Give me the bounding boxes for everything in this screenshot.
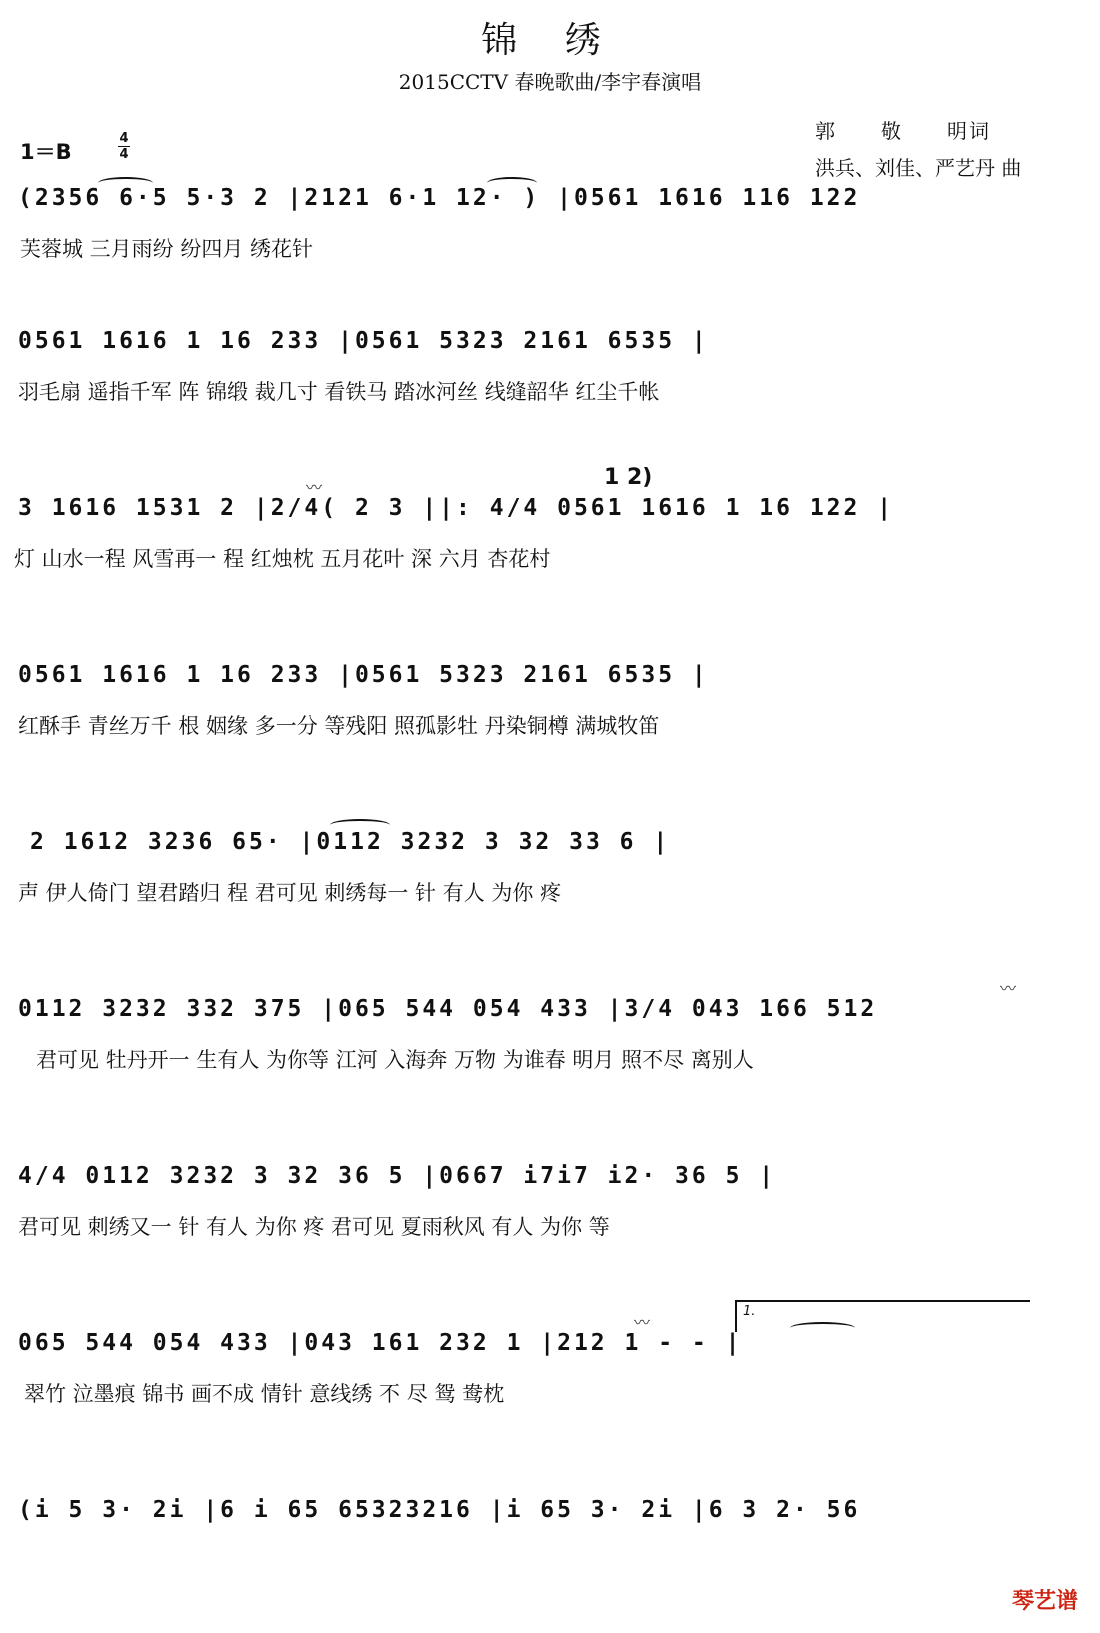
volta-label: 1. [743, 1304, 756, 1319]
row-lyrics: 翠竹 泣墨痕 锦书 画不成 情针 意线绣 不 尽 鸳 鸯枕 [24, 1382, 505, 1406]
row-notes: (i 5 3· 2i |6 i 65 65323216 |i 65 3· 2i |6 3 2· 56 [18, 1497, 861, 1523]
repeat-ending-label: 1 2) [604, 465, 653, 490]
row-notes: 3 1616 1531 2 |2/4( 2 3 ||: 4/4 0561 1616 1 16 122 | [18, 495, 895, 521]
song-subtitle: 2015CCTV 春晚歌曲/李宇春演唱 [398, 70, 702, 94]
row-lyrics: 君可见 刺绣又一 针 有人 为你 疼 君可见 夏雨秋风 有人 为你 等 [18, 1215, 610, 1239]
time-denominator: 4 [119, 147, 129, 162]
lyricist-credit: 郭 敬 明词 [815, 119, 991, 143]
key-signature: 1＝B [20, 140, 72, 164]
first-ending-bracket [735, 1300, 1030, 1332]
row-lyrics: 灯 山水一程 风雪再一 程 红烛枕 五月花叶 深 六月 杏花村 [14, 547, 551, 571]
row-lyrics: 羽毛扇 遥指千军 阵 锦缎 裁几寸 看铁马 踏冰河丝 线缝韶华 红尘千帐 [18, 380, 660, 404]
row-notes: 0112 3232 332 375 |065 544 054 433 |3/4 043 166 512 [18, 996, 878, 1022]
row-lyrics: 芙蓉城 三月雨纷 纷四月 绣花针 [20, 237, 314, 261]
row-lyrics: 君可见 牡丹开一 生有人 为你等 江河 入海奔 万物 为谁春 明月 照不尽 离别人 [36, 1048, 754, 1072]
mordent-icon: 〰 [1000, 979, 1017, 998]
row-notes: 4/4 0112 3232 3 32 36 5 |0667 i7i7 i2· 36 5 | [18, 1163, 777, 1189]
row-lyrics: 红酥手 青丝万千 根 姻缘 多一分 等残阳 照孤影牡 丹染铜樽 满城牧笛 [18, 714, 660, 738]
row-notes: 2 1612 3236 65· |0112 3232 3 32 33 6 | [30, 829, 671, 855]
tie-mark [330, 819, 390, 831]
tie-mark [487, 177, 537, 189]
row-notes: 0561 1616 1 16 233 |0561 5323 2161 6535 | [18, 328, 709, 354]
time-numerator: 4 [119, 131, 129, 146]
row-lyrics: 声 伊人倚门 望君踏归 程 君可见 刺绣每一 针 有人 为你 疼 [18, 881, 562, 905]
composer-credit: 洪兵、刘佳、严艺丹 曲 [815, 156, 1022, 180]
row-notes: 065 544 054 433 |043 161 232 1 |212 1 - - | [18, 1330, 743, 1356]
row-notes: 0561 1616 1 16 233 |0561 5323 2161 6535 | [18, 662, 709, 688]
mordent-icon: 〰 [306, 478, 323, 497]
song-title: 锦 绣 [481, 20, 619, 61]
mordent-icon: 〰 [634, 1313, 651, 1332]
row-notes: (2356 6·5 5·3 2 |2121 6·1 12· ) |0561 1616 116 122 [18, 185, 861, 211]
site-logo: 琴艺谱 [1011, 1589, 1078, 1614]
time-signature [118, 132, 130, 161]
tie-mark [98, 177, 153, 189]
tie-mark [790, 1322, 855, 1334]
